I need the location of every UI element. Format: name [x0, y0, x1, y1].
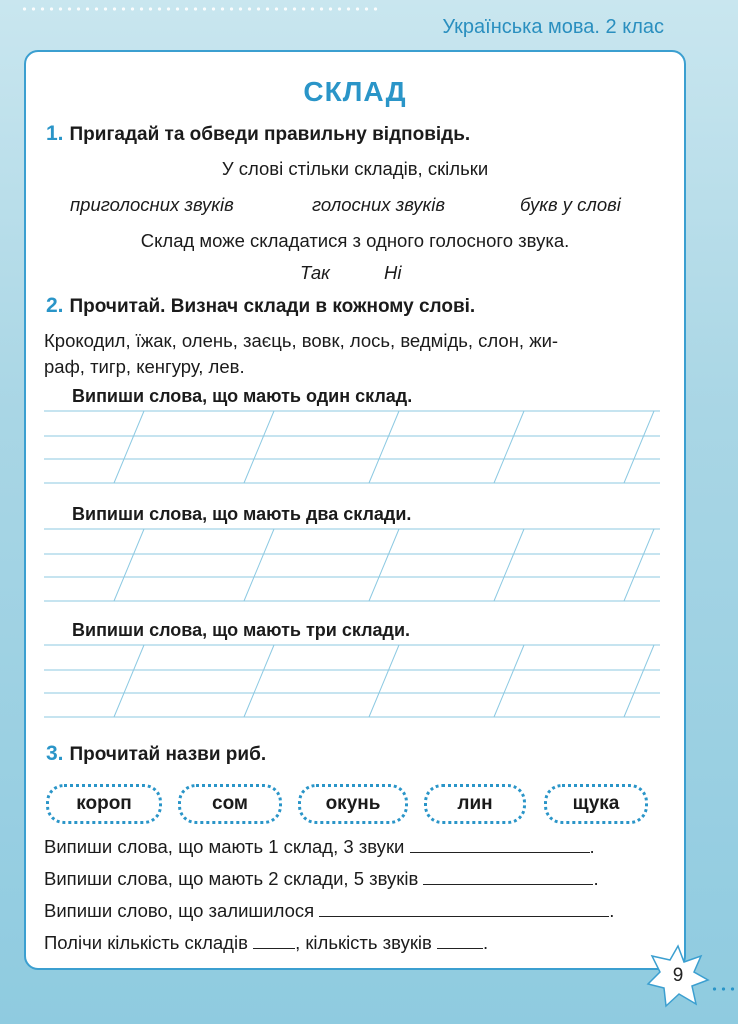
task1-option-yes[interactable]: Так — [300, 262, 330, 283]
task1-number: 1. — [46, 122, 64, 145]
task3-question1 — [44, 836, 595, 858]
answer-blank-syllables[interactable] — [253, 948, 295, 949]
task3-question3-text: Випиши слово, що залишилося — [44, 900, 315, 921]
task1-line1: У слові стільки складів, скільки — [221, 158, 489, 179]
decorative-dots-top — [20, 6, 380, 12]
task3-question4 — [44, 932, 488, 954]
fish-word-lyn[interactable]: лин — [424, 784, 526, 824]
task2-instruction: Прочитай. Визнач склади в кожному слові. — [69, 296, 476, 317]
answer-blank-1[interactable] — [410, 852, 590, 853]
task3-instruction: Прочитай назви риб. — [69, 744, 267, 765]
answer-blank-3[interactable] — [319, 916, 609, 917]
task1-option-vowels[interactable]: голосних звуків — [312, 194, 446, 215]
subject-header: Українська мова. 2 клас — [442, 16, 664, 38]
task1-option-letters[interactable]: букв у слові — [520, 194, 621, 215]
task2-sub1: Випиши слова, що мають один склад. — [72, 386, 413, 406]
task2-text-line2: раф, тигр, кенгуру, лев. — [44, 356, 245, 377]
task1-heading — [46, 122, 470, 146]
fish-word-som[interactable]: сом — [178, 784, 282, 824]
write-area-three-syllables[interactable] — [44, 644, 660, 718]
task2-text-line1: Крокодил, їжак, олень, заєць, вовк, лось, ведмідь, слон, жи- — [44, 330, 559, 351]
task3-question4-text-a: Полічи кількість складів — [44, 932, 248, 953]
worksheet-card — [24, 50, 686, 970]
fish-word-korop[interactable]: короп — [46, 784, 162, 824]
task3-heading — [46, 742, 266, 766]
task3-question2-text: Випиши слова, що мають 2 склади, 5 звуків — [44, 868, 419, 889]
period-2: . — [593, 868, 599, 889]
task3-question1-text: Випиши слова, що мають 1 склад, 3 звуки — [44, 836, 405, 857]
fish-word-shchuka[interactable]: щука — [544, 784, 648, 824]
task2-sub3: Випиши слова, що мають три склади. — [72, 620, 411, 640]
task3-number: 3. — [46, 742, 64, 765]
task1-instruction: Пригадай та обведи правильну відповідь. — [69, 124, 471, 145]
task3-question4-text-b: , кількість звуків — [295, 932, 432, 953]
task2-number: 2. — [46, 294, 64, 317]
period-1: . — [589, 836, 595, 857]
task1-line2: Склад може складатися з одного голосного звука. — [140, 230, 570, 251]
page-number: 9 — [672, 965, 684, 986]
fish-word-okun[interactable]: окунь — [298, 784, 408, 824]
decorative-dots-bottom — [710, 986, 738, 992]
period-4: . — [483, 932, 489, 953]
answer-blank-sounds[interactable] — [437, 948, 483, 949]
fish-names-row — [46, 784, 652, 824]
period-3: . — [609, 900, 615, 921]
page-title: СКЛАД — [303, 76, 407, 107]
task3-question3 — [44, 900, 614, 922]
task1-option-no[interactable]: Ні — [384, 262, 402, 283]
task2-heading — [46, 294, 475, 318]
write-area-one-syllable[interactable] — [44, 410, 660, 484]
answer-blank-2[interactable] — [423, 884, 593, 885]
write-area-two-syllables[interactable] — [44, 528, 660, 602]
task1-option-consonants[interactable]: приголосних звуків — [70, 194, 234, 215]
task2-sub2: Випиши слова, що мають два склади. — [72, 504, 412, 524]
task3-question2 — [44, 868, 599, 890]
